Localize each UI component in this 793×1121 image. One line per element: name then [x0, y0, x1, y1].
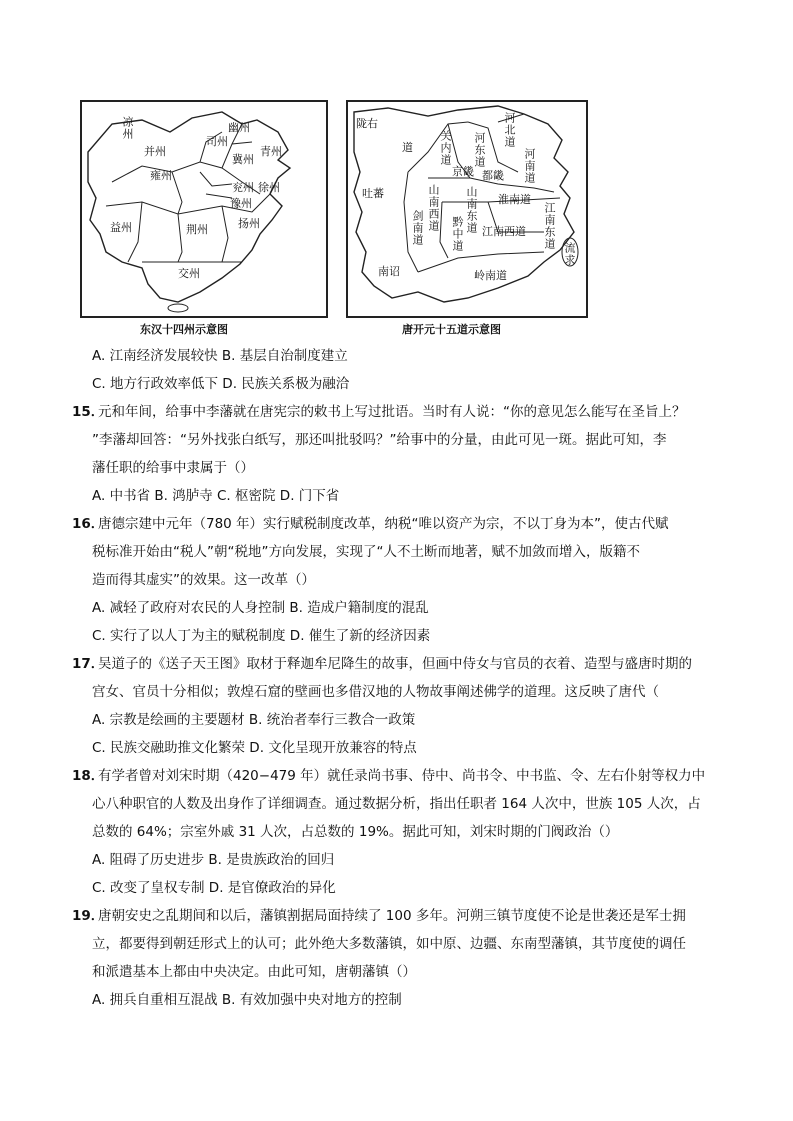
q19-stem-line1: 唐朝安史之乱期间和以后，藩镇割据局面持续了 100 多年。河朔三镇节度使不论是世袭还是军士拥 — [98, 908, 686, 924]
label-yangzhou: 扬州 — [238, 217, 260, 230]
q17-number: 17． — [72, 656, 105, 672]
label-qingzhou: 青州 — [260, 145, 282, 158]
q18-stem-line3: 总数的 64%；宗室外戚 31 人次，占总数的 19%。据此可知，刘宋时期的门阀政治（） — [92, 824, 619, 840]
q16-options-cd: C. 实行了以人丁为主的赋税制度 D. 催生了新的经济因素 — [92, 628, 431, 644]
q18-options-ab: A. 阻碍了历史进步 B. 是贵族政治的回归 — [92, 852, 335, 868]
label-jizhou: 冀州 — [232, 153, 254, 166]
label-tubo: 吐蕃 — [362, 187, 384, 200]
label-liangzhou: 凉州 — [121, 116, 134, 140]
label-jiannan: 剑南道 — [411, 210, 424, 246]
q19-stem-line3: 和派遣基本上都由中央决定。由此可知，唐朝藩镇（） — [92, 964, 416, 980]
eastern-han-map — [80, 100, 328, 318]
q15-stem-line3: 藩任职的给事中隶属于（） — [92, 460, 254, 476]
label-xuzhou: 徐州 — [258, 181, 280, 194]
label-shannandong: 山南东道 — [465, 186, 478, 234]
eastern-han-map-drawing — [82, 102, 326, 316]
label-guannei: 关内道 — [439, 130, 452, 166]
q16-stem-line2: 税标准开始由“税人”朝“税地”方向发展，实现了“人不土断而地著，赋不加敛而增入，版籍不 — [92, 544, 640, 560]
map-figures — [80, 100, 590, 340]
q15-options: A. 中书省 B. 鸿胪寺 C. 枢密院 D. 门下省 — [92, 488, 340, 504]
label-longyou: 陇右 — [356, 117, 378, 130]
label-dao: 道 — [402, 141, 413, 154]
label-lingnan: 岭南道 — [474, 269, 507, 282]
q16-options-ab: A. 减轻了政府对农民的人身控制 B. 造成户籍制度的混乱 — [92, 600, 429, 616]
q18-options-cd: C. 改变了皇权专制 D. 是官僚政治的异化 — [92, 880, 336, 896]
label-henan: 河南道 — [523, 148, 536, 184]
tang-kaiyuan-map — [346, 100, 588, 318]
label-huainan: 淮南道 — [498, 193, 531, 206]
label-jiaozhou: 交州 — [178, 267, 200, 280]
label-hebei: 河北道 — [503, 112, 516, 148]
q19-number: 19． — [72, 908, 105, 924]
label-jingji: 京畿 — [452, 165, 474, 178]
q18-number: 18． — [72, 768, 105, 784]
q19-options-ab: A. 拥兵自重相互混战 B. 有效加强中央对地方的控制 — [92, 992, 402, 1008]
label-shannanxi: 山南西道 — [427, 184, 440, 232]
eastern-han-map-caption: 东汉十四州示意图 — [140, 323, 228, 336]
label-sizhou: 司州 — [206, 135, 228, 148]
label-liuqiu: 流求 — [563, 242, 576, 266]
q15-number: 15． — [72, 404, 105, 420]
q15-stem-line2: ”李藩却回答：“另外找张白纸写，那还叫批驳吗？”给事中的分量，由此可见一斑。据此可知，李 — [92, 432, 667, 448]
label-hedong: 河东道 — [473, 132, 486, 168]
label-duji: 都畿 — [482, 169, 504, 182]
q17-options-ab: A. 宗教是绘画的主要题材 B. 统治者奉行三教合一政策 — [92, 712, 416, 728]
tang-map-caption: 唐开元十五道示意图 — [402, 323, 501, 336]
q18-stem-line2: 心八种职官的人数及出身作了详细调查。通过数据分析，指出任职者 164 人次中，世族 105 人次，占 — [92, 796, 701, 812]
q17-options-cd: C. 民族交融助推文化繁荣 D. 文化呈现开放兼容的特点 — [92, 740, 417, 756]
q19-stem-line2: 立，都要得到朝廷形式上的认可；此外绝大多数藩镇，如中原、边疆、东南型藩镇，其节度使的调任 — [92, 936, 686, 952]
label-jingzhou: 荆州 — [186, 223, 208, 236]
label-qianzhong: 黔中道 — [451, 216, 464, 252]
label-yanzhou: 兖州 — [232, 181, 254, 194]
q16-number: 16． — [72, 516, 105, 532]
q16-stem-line3: 造而得其虚实”的效果。这一改革（） — [92, 572, 315, 588]
label-youzhou: 幽州 — [228, 121, 250, 134]
label-jiangnanxi: 江南西道 — [482, 225, 526, 238]
q16-stem-line1: 唐德宗建中元年（780 年）实行赋税制度改革，纳税“唯以资产为宗，不以丁身为本”，使古代赋 — [98, 516, 669, 532]
label-bingzhou: 并州 — [144, 145, 166, 158]
label-jiangnandong: 江南东道 — [543, 202, 556, 250]
label-nanzhao: 南诏 — [378, 265, 400, 278]
q17-stem-line2: 宫女、官员十分相似；敦煌石窟的壁画也多借汉地的人物故事阐述佛学的道理。这反映了唐代（ — [92, 684, 659, 700]
q18-stem-line1: 有学者曾对刘宋时期（420−479 年）就任录尚书事、侍中、尚书令、中书监、令、左右仆射等权力中 — [98, 768, 706, 784]
label-yuzhou: 豫州 — [230, 197, 252, 210]
q17-stem-line1: 吴道子的《送子天王图》取材于释迦牟尼降生的故事，但画中侍女与官员的衣着、造型与盛唐时期的 — [98, 656, 692, 672]
label-yongzhou: 雍州 — [150, 169, 172, 182]
q14-options-cd: C. 地方行政效率低下 D. 民族关系极为融洽 — [92, 376, 350, 392]
q15-stem-line1: 元和年间，给事中李藩就在唐宪宗的敕书上写过批语。当时有人说：“你的意见怎么能写在圣旨上？ — [98, 404, 686, 420]
q14-options-ab: A. 江南经济发展较快 B. 基层自治制度建立 — [92, 348, 348, 364]
label-yizhou: 益州 — [110, 221, 132, 234]
